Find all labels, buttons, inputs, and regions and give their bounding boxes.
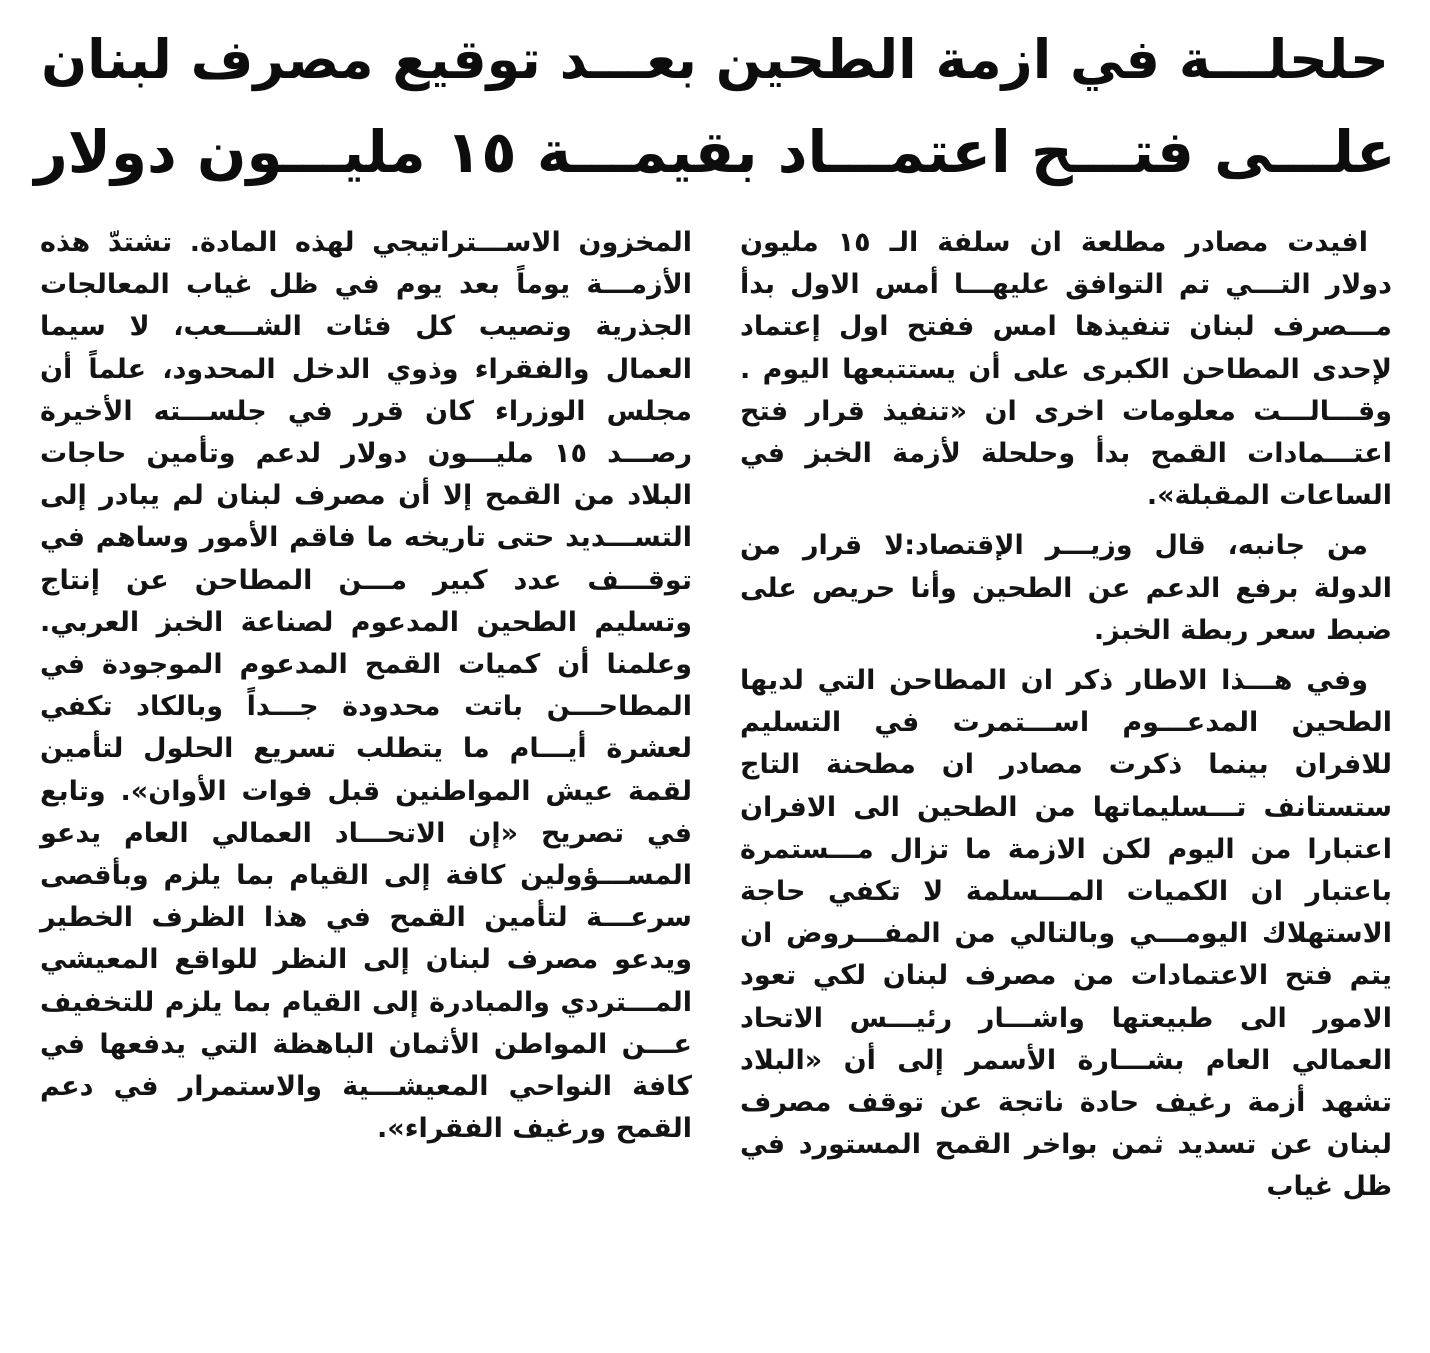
article-column-right (740, 222, 1392, 1217)
headline-line-1: حلحلـــة في ازمة الطحين بعـــد توقيع مصرف لبنان (41, 28, 1389, 91)
paragraph-continuation: المخزون الاســـتراتيجي لهذه المادة. تشتدّ هذه الأزمـــة يوماً بعد يوم في ظل غياب المعالجات الجذرية وتصيب كل فئات الشـــعب، لا سيما العمال والفقراء وذوي الدخل المحدود، علماً أن مجلس الوزراء كان قرر في جلســـته الأخيرة رصـــد ١٥ مليـــون دولار لدعم وتأمين حاجات البلاد من القمح إلا أن مصرف لبنان لم يبادر إلى التســـديد حتى تاريخه ما فاقم الأمور وساهم في توقـــف عدد كبير مـــن المطاحن عن إنتاج وتسليم الطحين المدعوم لصناعة الخبز العربي. وعلمنا أن كميات القمح المدعوم الموجودة في المطاحـــن باتت محدودة جـــداً وبالكاد تكفي لعشرة أيـــام ما يتطلب تسريع الحلول لتأمين لقمة عيش المواطنين قبل فوات الأوان». وتابع في تصريح «إن الاتحـــاد العمالي العام يدعو المســـؤولين كافة إلى القيام بما يلزم وبأقصى سرعـــة لتأمين القمح في هذا الظرف الخطير ويدعو مصرف لبنان إلى النظر للواقع المعيشي المـــتردي والمبادرة إلى القيام بما يلزم للتخفيف عـــن المواطن الأثمان الباهظة التي يدفعها في كافة النواحي المعيشـــية والاستمرار في دعم القمح ورغيف الفقراء». (40, 227, 692, 1145)
headline (30, 14, 1400, 198)
paragraph-mills: وفي هـــذا الاطار ذكر ان المطاحن التي لديها الطحين المدعـــوم اســـتمرت في التسليم للافران بينما ذكرت مصادر ان مطحنة التاج ستستانف تـــسليماتها من الطحين الى الافران اعتبارا من اليوم لكن الازمة ما تزال مـــستمرة باعتبار ان الكميات المـــسلمة لا تكفي حاجة الاستهلاك اليومـــي وبالتالي من المفـــروض ان يتم فتح الاعتمادات من مصرف لبنان لكي تعود الامور الى طبيعتها واشـــار رئيـــس الاتحاد العمالي العام بشـــارة الأسمر إلى أن «البلاد تشهد أزمة رغيف حادة ناتجة عن توقف مصرف لبنان عن تسديد ثمن بواخر القمح المستورد في ظل غياب (740, 665, 1392, 1203)
paragraph-economy-minister: من جانبه، قال وزيـــر الإقتصاد:لا قرار من الدولة برفع الدعم عن الطحين وأنا حريص على ضبط سعر ربطة الخبز. (740, 530, 1392, 646)
headline-line-2: علـــى فتـــح اعتمـــاد بقيمـــة ١٥ مليـــون دولار (34, 118, 1396, 186)
paragraph-sources: افيدت مصادر مطلعة ان سلفة الـ ١٥ مليون دولار التـــي تم التوافق عليهـــا أمس الاول بدأ مـــصرف لبنان تنفيذها امس ففتح اول إعتماد لإحدى المطاحن الكبرى على أن يستتبعها اليوم . وقـــالـــت معلومات اخرى ان «تنفيذ قرار فتح اعتـــمادات القمح بدأ وحلحلة لأزمة الخبز في الساعات المقبلة». (740, 227, 1392, 512)
article-column-left (40, 222, 692, 1150)
